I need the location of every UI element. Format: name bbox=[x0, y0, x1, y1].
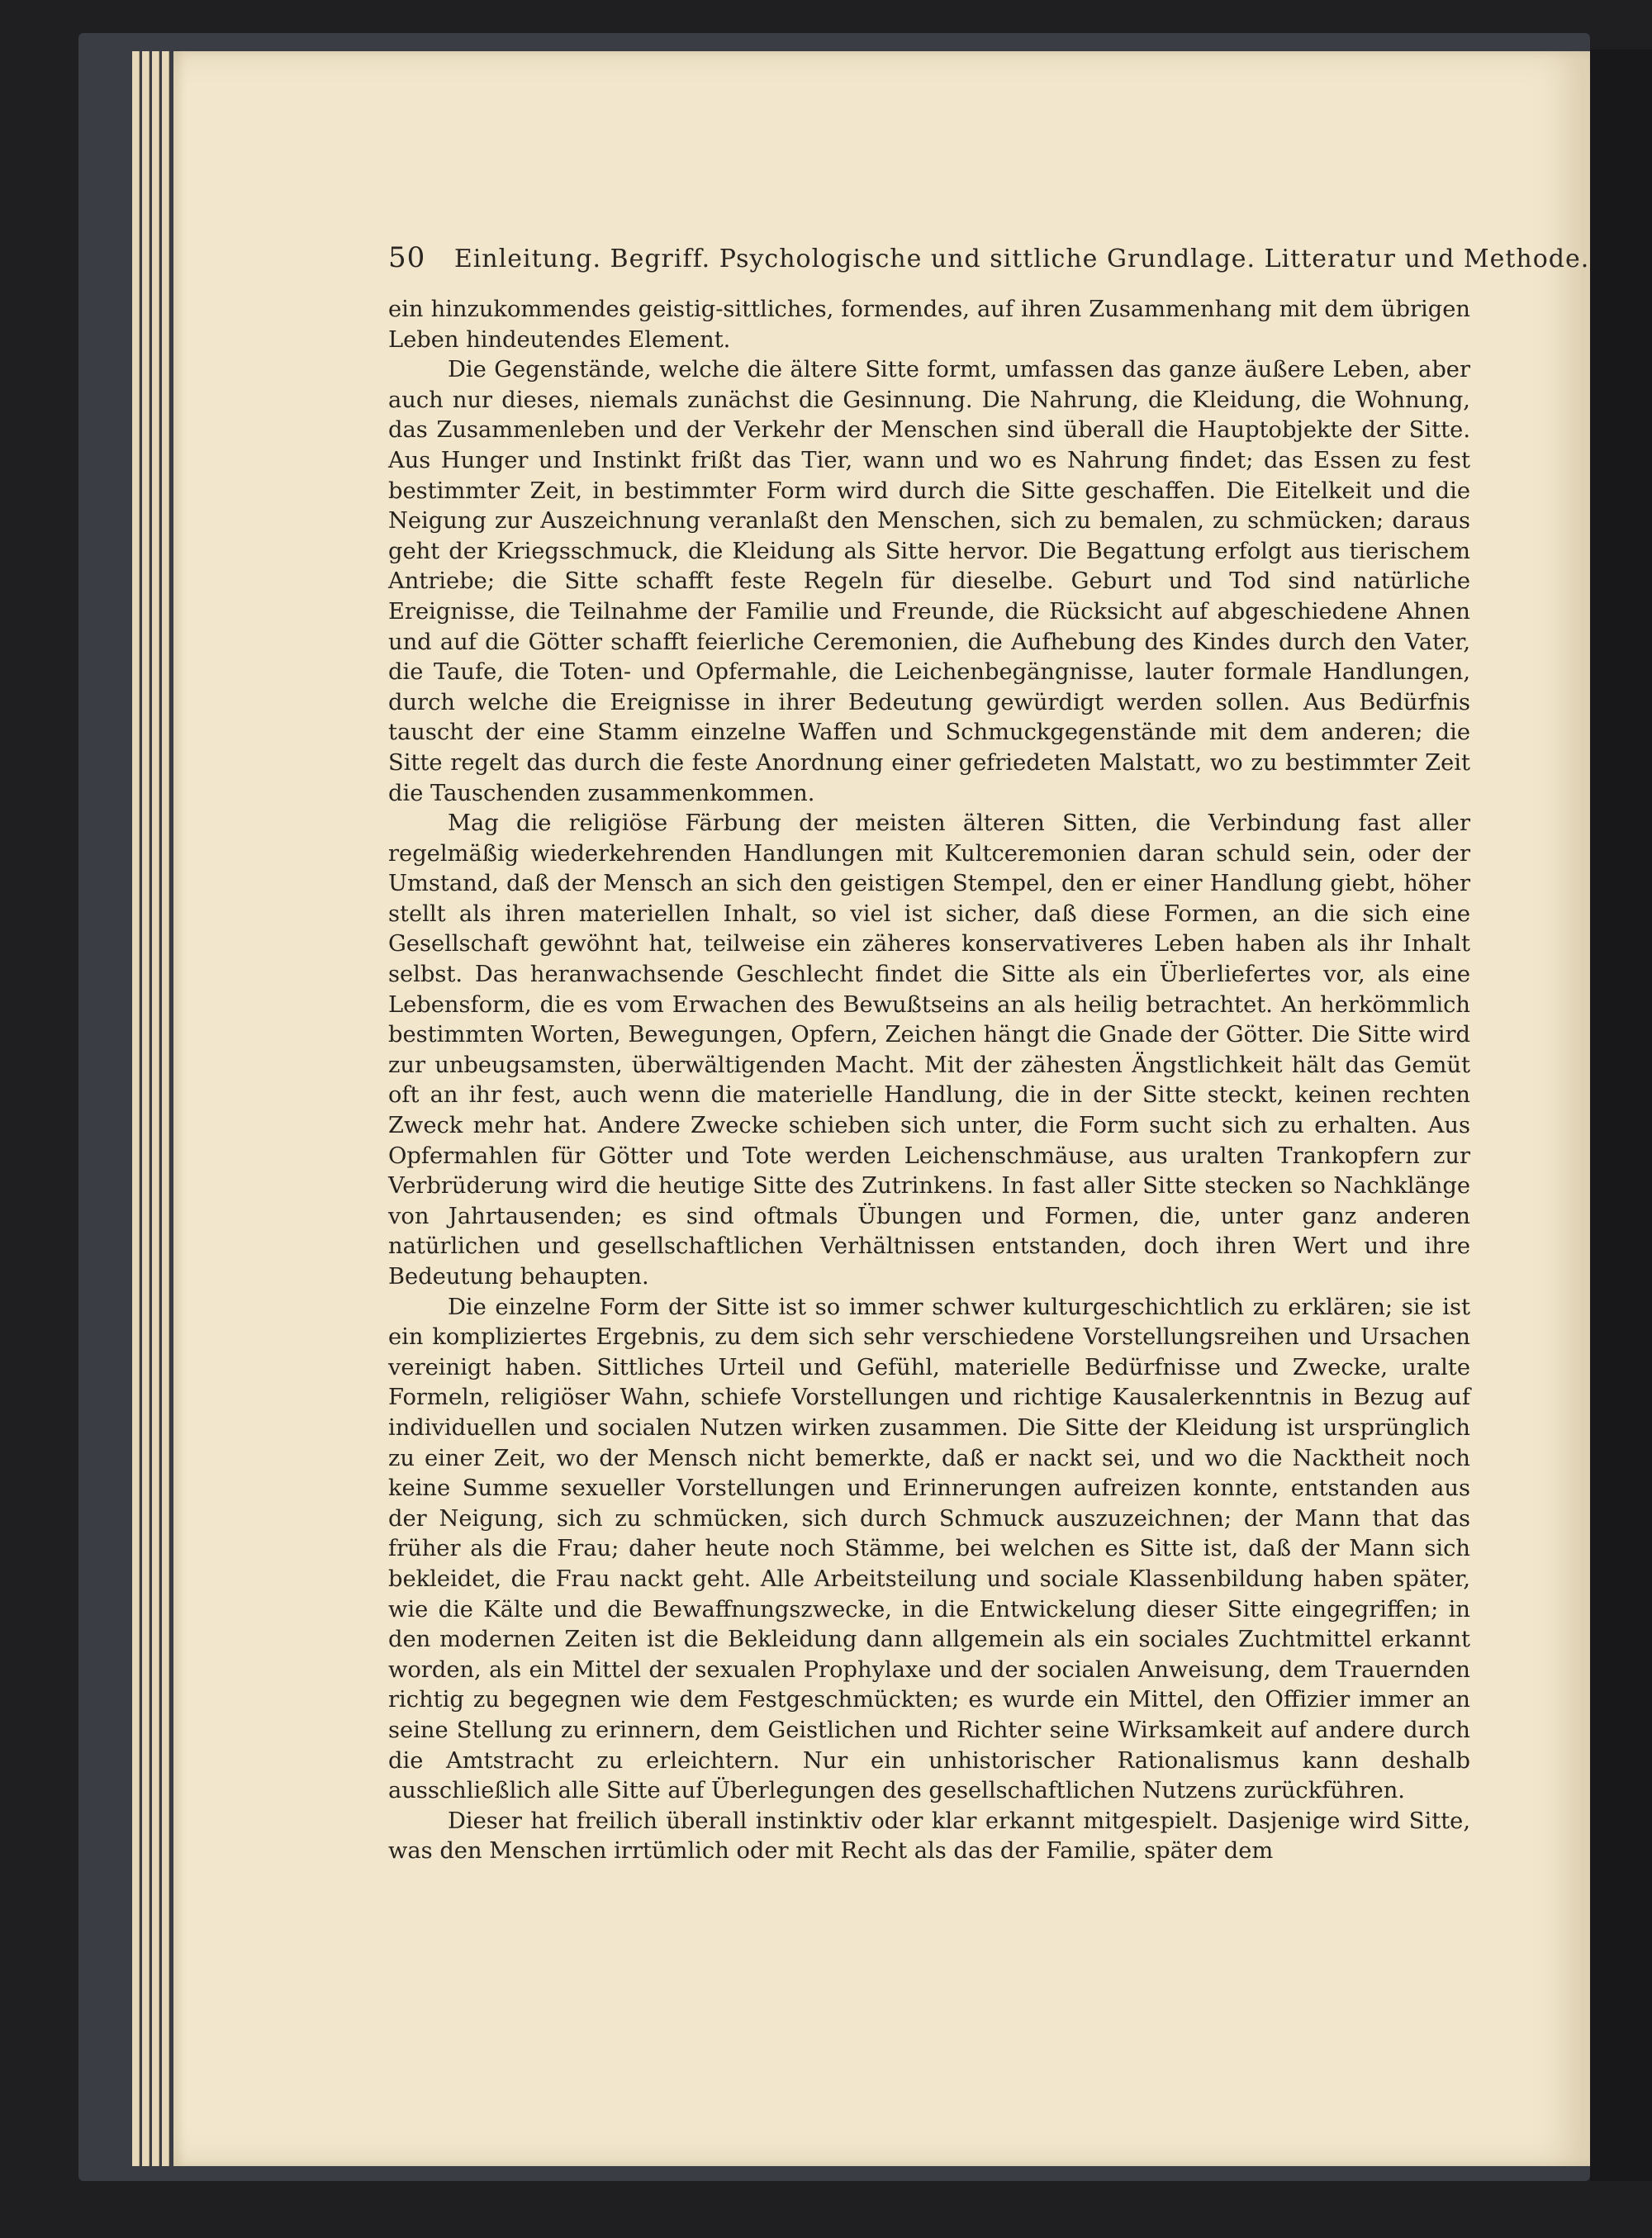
page-edge bbox=[152, 51, 159, 2166]
page-edge bbox=[132, 51, 140, 2166]
page-edge bbox=[162, 51, 169, 2166]
paragraph-3: Mag die religiöse Färbung der meisten älteren Sitten, die Verbindung fast aller regelmäßig wiederkehrenden Handlungen mit Kultceremonien daran schuld sein, oder der Umstand, daß der Mensch an sich den geistigen Stempel, den er einer Handlung giebt, höher stellt als ihren materiellen Inhalt, so viel ist sicher, daß diese Formen, an die sich eine Gesellschaft gewöhnt hat, teilweise ein zäheres konservativeres Leben haben als ihr Inhalt selbst. Das heranwachsende Geschlecht findet die Sitte als ein Überliefertes vor, als eine Lebensform, die es vom Erwachen des Bewußtseins an als heilig betrachtet. An herkömmlich bestimmten Worten, Bewegungen, Opfern, Zeichen hängt die Gnade der Götter. Die Sitte wird zur unbeugsamsten, überwältigenden Macht. Mit der zähesten Ängstlichkeit hält das Gemüt oft an ihr fest, auch wenn die materielle Handlung, die in der Sitte steckt, keinen rechten Zweck mehr hat. Andere Zwecke schieben sich unter, die Form sucht sich zu erhalten. Aus Opfermahlen für Götter und Tote werden Leichenschmäuse, aus uralten Trankopfern zur Verbrüderung wird die heutige Sitte des Zutrinkens. In fast aller Sitte stecken so Nachklänge von Jahrtausenden; es sind oftmals Übungen und Formen, die, unter ganz anderen natürlichen und gesellschaftlichen Verhältnissen entstanden, doch ihren Wert und ihre Bedeutung behaupten. bbox=[388, 810, 1470, 1290]
page-number: 50 bbox=[388, 241, 426, 274]
paragraph-2: Die Gegenstände, welche die ältere Sitte formt, umfassen das ganze äußere Leben, aber auch nur dieses, niemals zunächst die Gesinnung. Die Nahrung, die Kleidung, die Wohnung, das Zusammenleben und der Verkehr der Menschen sind überall die Hauptobjekte der Sitte. Aus Hunger und Instinkt frißt das Tier, wann und wo es Nahrung findet; das Essen zu fest bestimmter Zeit, in bestimmter Form wird durch die Sitte geschaffen. Die Eitelkeit und die Neigung zur Auszeichnung veranlaßt den Menschen, sich zu bemalen, zu schmücken; daraus geht der Kriegsschmuck, die Kleidung als Sitte hervor. Die Begattung erfolgt aus tierischem Antriebe; die Sitte schafft feste Regeln für dieselbe. Geburt und Tod sind natürliche Ereignisse, die Teilnahme der Familie und Freunde, die Rücksicht auf abgeschiedene Ahnen und auf die Götter schafft feierliche Ceremonien, die Aufhebung des Kindes durch den Vater, die Taufe, die Toten- und Opfermahle, die Leichenbegängnisse, lauter formale Handlungen, durch welche die Ereignisse in ihrer Bedeutung gewürdigt werden sollen. Aus Bedürfnis tauscht der eine Stamm einzelne Waffen und Schmuckgegenstände mit dem anderen; die Sitte regelt das durch die feste Anordnung einer gefriedeten Malstatt, wo zu bestimmter Zeit die Tauschenden zusammenkommen. bbox=[388, 357, 1470, 806]
paragraph-5: Dieser hat freilich überall instinktiv oder klar erkannt mitgespielt. Dasjenige wird Sitte, was den Menschen irrtümlich oder mit Recht als das der Familie, später dem bbox=[388, 1808, 1470, 1865]
book-gutter bbox=[1590, 50, 1652, 2181]
body-text bbox=[388, 295, 1470, 1867]
running-title: Einleitung. Begriff. Psychologische und sittliche Grundlage. Litteratur und Methode. bbox=[453, 245, 1590, 273]
running-header bbox=[388, 241, 1590, 274]
page-edge bbox=[142, 51, 150, 2166]
paragraph-4: Die einzelne Form der Sitte ist so immer schwer kulturgeschichtlich zu erklären; sie ist ein kompliziertes Ergebnis, zu dem sich sehr verschiedene Vorstellungsreihen und Ursachen vereinigt haben. Sittliches Urteil und Gefühl, materielle Bedürfnisse und Zwecke, uralte Formeln, religiöser Wahn, schiefe Vorstellungen und richtige Kausalerkenntnis in Bezug auf individuellen und socialen Nutzen wirken zusammen. Die Sitte der Kleidung ist ursprünglich zu einer Zeit, wo der Mensch nicht bemerkte, daß er nackt sei, und wo die Nacktheit noch keine Summe sexueller Vorstellungen und Erinnerungen aufreizen konnte, entstanden aus der Neigung, sich zu schmücken, sich durch Schmuck auszuzeichnen; der Mann that das früher als die Frau; daher heute noch Stämme, bei welchen es Sitte ist, daß der Mann sich bekleidet, die Frau nackt geht. Alle Arbeitsteilung und sociale Klassenbildung haben später, wie die Kälte und die Bewaffnungszwecke, in die Entwickelung dieser Sitte eingegriffen; in den modernen Zeiten ist die Bekleidung dann allgemein als ein sociales Zuchtmittel erkannt worden, als ein Mittel der sexualen Prophylaxe und der socialen Anweisung, dem Trauernden richtig zu begegnen wie dem Festgeschmückten; es wurde ein Mittel, den Offizier immer an seine Stellung zu erinnern, dem Geistlichen und Richter seine Wirksamkeit auf andere durch die Amtstracht zu erleichtern. Nur ein unhistorischer Rationalismus kann deshalb ausschließlich alle Sitte auf Überlegungen des gesellschaftlichen Nutzens zurückführen. bbox=[388, 1294, 1470, 1804]
paragraph-1: ein hinzukommendes geistig-sittliches, formendes, auf ihren Zusammenhang mit dem übrigen Leben hindeutendes Element. bbox=[388, 297, 1470, 353]
